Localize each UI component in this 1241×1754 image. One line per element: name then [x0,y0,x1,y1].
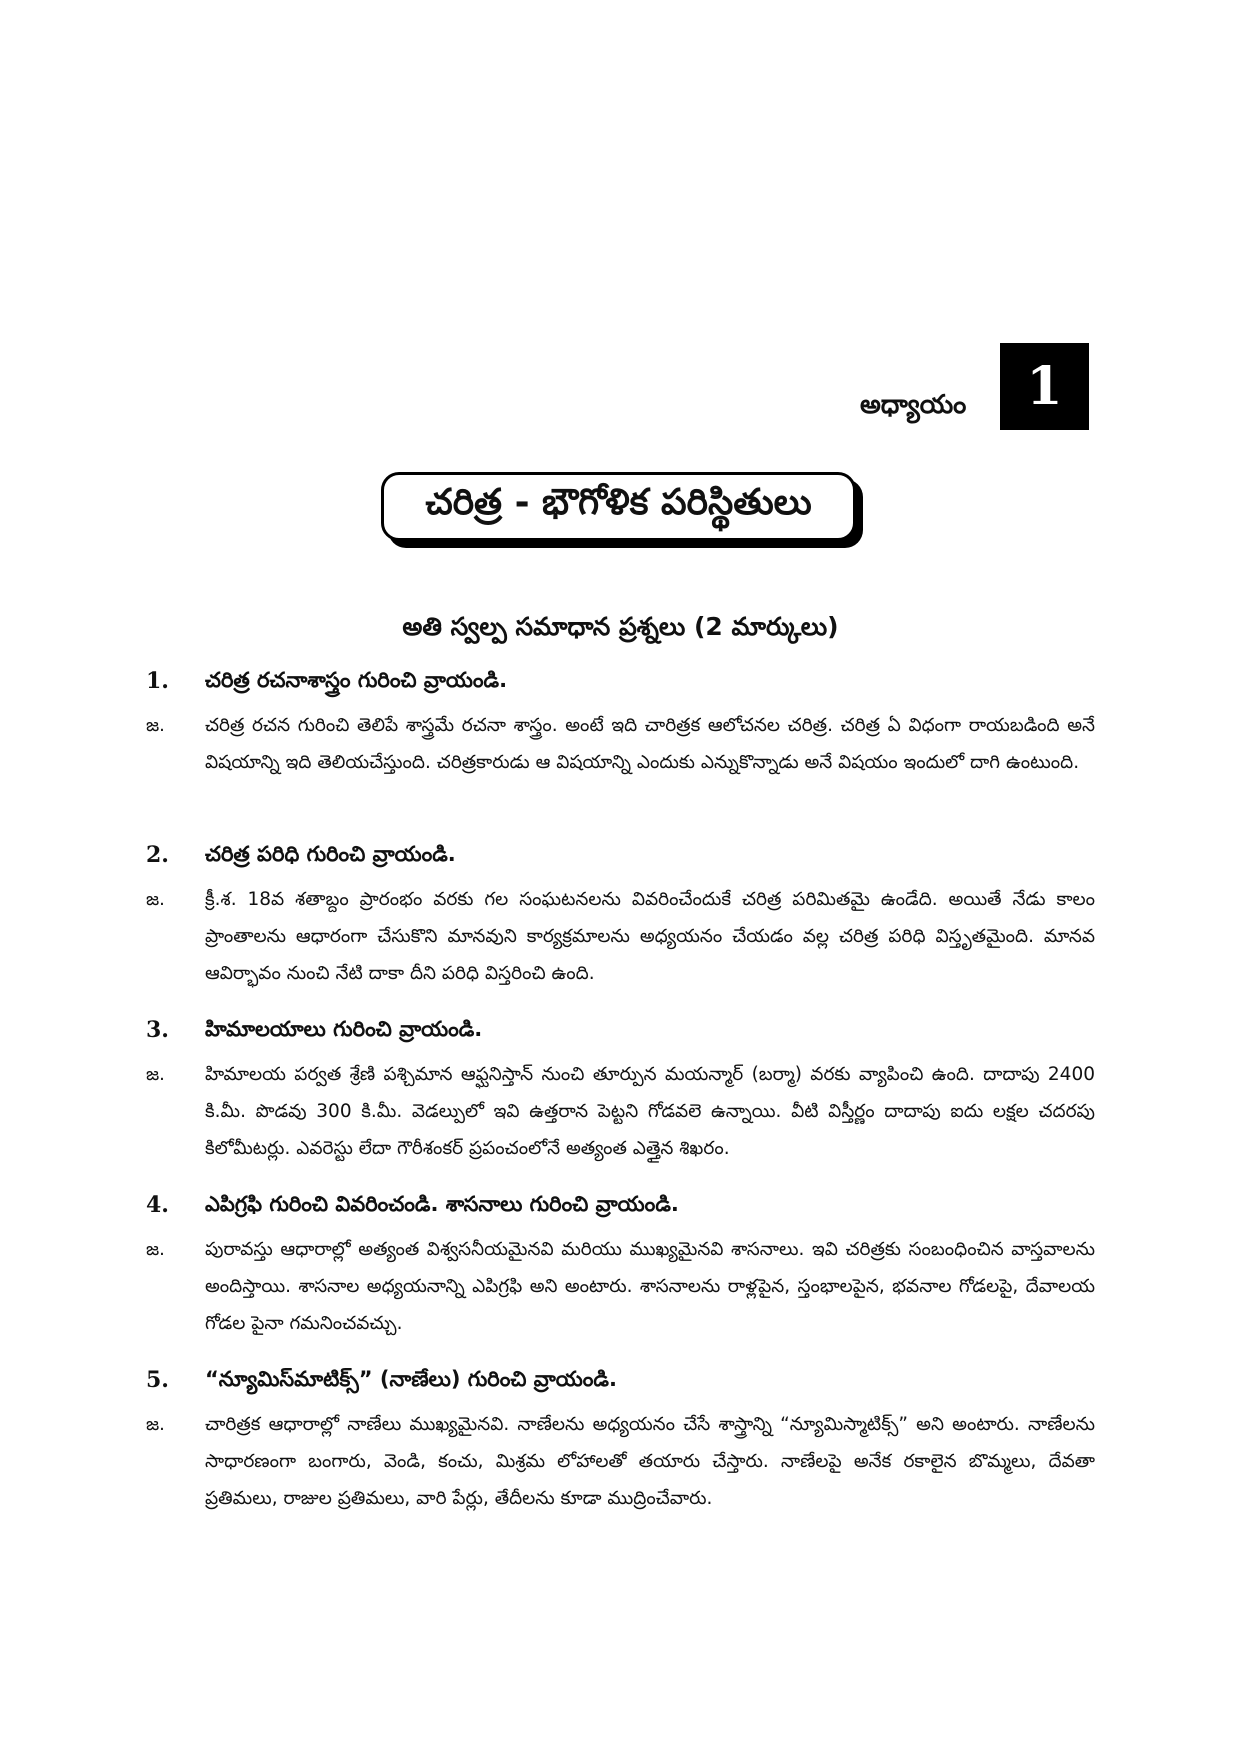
answer-text: చారిత్రక ఆధారాల్లో నాణేలు ముఖ్యమైనవి. నాణేలను అధ్యయనం చేసే శాస్త్రాన్ని “న్యూమిస్మాటిక్స్” అని అంటారు. నాణేలను సాధారణంగా బంగారు, వెండి, కంచు, మిశ్రమ లోహాలతో తయారు చేస్తారు. నాణేలపై అనేక రకాలైన బొమ్మలు, దేవతా ప్రతిమలు, రాజుల ప్రతిమలు, వారి పేర్లు, తేదీలను కూడా ముద్రించేవారు. [205,1414,1095,1509]
question-number: 2. [146,842,169,868]
answer-text: హిమాలయ పర్వత శ్రేణి పశ్చిమాన ఆఫ్ఘనిస్తాన్ నుంచి తూర్పున మయన్మార్ (బర్మా) వరకు వ్యాపించి ఉంది. దాదాపు 2400 కి.మీ. పొడవు 300 కి.మీ. వెడల్పులో ఇవి ఉత్తరాన పెట్టని గోడవలె ఉన్నాయి. వీటి విస్తీర్ణం దాదాపు ఐదు లక్షల చదరపు కిలోమీటర్లు. ఎవరెస్టు లేదా గౌరీశంకర్ ప్రపంచంలోనే అత్యంత ఎత్తైన శిఖరం. [205,1064,1095,1159]
answer-text: చరిత్ర రచన గురించి తెలిపే శాస్త్రమే రచనా శాస్త్రం. అంటే ఇది చారిత్రక ఆలోచనల చరిత్ర. చరిత్ర ఏ విధంగా రాయబడింది అనే విషయాన్ని ఇది తెలియచేస్తుంది. చరిత్రకారుడు ఆ విషయాన్ని ఎందుకు ఎన్నుకొన్నాడు అనే విషయం ఇందులో దాగి ఉంటుంది. [205,715,1095,773]
question-text: “న్యూమిస్‌మాటిక్స్” (నాణేలు) గురించి వ్రాయండి. [205,1367,617,1391]
question-number: 1. [146,668,169,694]
chapter-title: చరిత్ర - భౌగోళిక పరిస్థితులు [425,481,812,523]
chapter-title-box [381,472,858,543]
answer-label: జ. [146,1064,165,1085]
answer-text: క్రీ.శ. 18వ శతాబ్దం ప్రారంభం వరకు గల సంఘటనలను వివరించేందుకే చరిత్ర పరిమితమై ఉండేది. అయితే నేడు కాలం ప్రాంతాలను ఆధారంగా చేసుకొని మానవుని కార్యక్రమాలను అధ్యయనం చేయడం వల్ల చరిత్ర పరిధి విస్తృతమైంది. మానవ ఆవిర్భావం నుంచి నేటి దాకా దీని పరిధి విస్తరించి ఉంది. [205,889,1095,984]
question-text: చరిత్ర పరిధి గురించి వ్రాయండి. [205,842,456,866]
title-box-frame [381,472,856,541]
answer-label: జ. [146,715,165,736]
answer-label: జ. [146,1414,165,1435]
question-number: 3. [146,1017,169,1043]
chapter-number: 1 [1026,356,1063,417]
question-text: ఎపిగ్రఫి గురించి వివరించండి. శాసనాలు గురించి వ్రాయండి. [205,1192,679,1216]
question-text: హిమాలయాలు గురించి వ్రాయండి. [205,1017,483,1041]
question-number: 5. [146,1367,169,1393]
answer-text: పురావస్తు ఆధారాల్లో అత్యంత విశ్వసనీయమైనవి మరియు ముఖ్యమైనవి శాసనాలు. ఇవి చరిత్రకు సంబంధించిన వాస్తవాలను అందిస్తాయి. శాసనాల అధ్యయనాన్ని ఎపిగ్రఫి అని అంటారు. శాసనాలను రాళ్లపైన, స్తంభాలపైన, భవనాల గోడలపై, దేవాలయ గోడల పైనా గమనించవచ్చు. [205,1239,1095,1334]
section-heading: అతి స్వల్ప సమాధాన ప్రశ్నలు (2 మార్కులు) [402,612,839,641]
answer-label: జ. [146,889,165,910]
chapter-label: అధ్యాయం [860,390,967,420]
answer-label: జ. [146,1239,165,1260]
question-text: చరిత్ర రచనాశాస్త్రం గురించి వ్రాయండి. [205,668,508,692]
chapter-number-box [1000,343,1089,430]
question-number: 4. [146,1192,169,1218]
